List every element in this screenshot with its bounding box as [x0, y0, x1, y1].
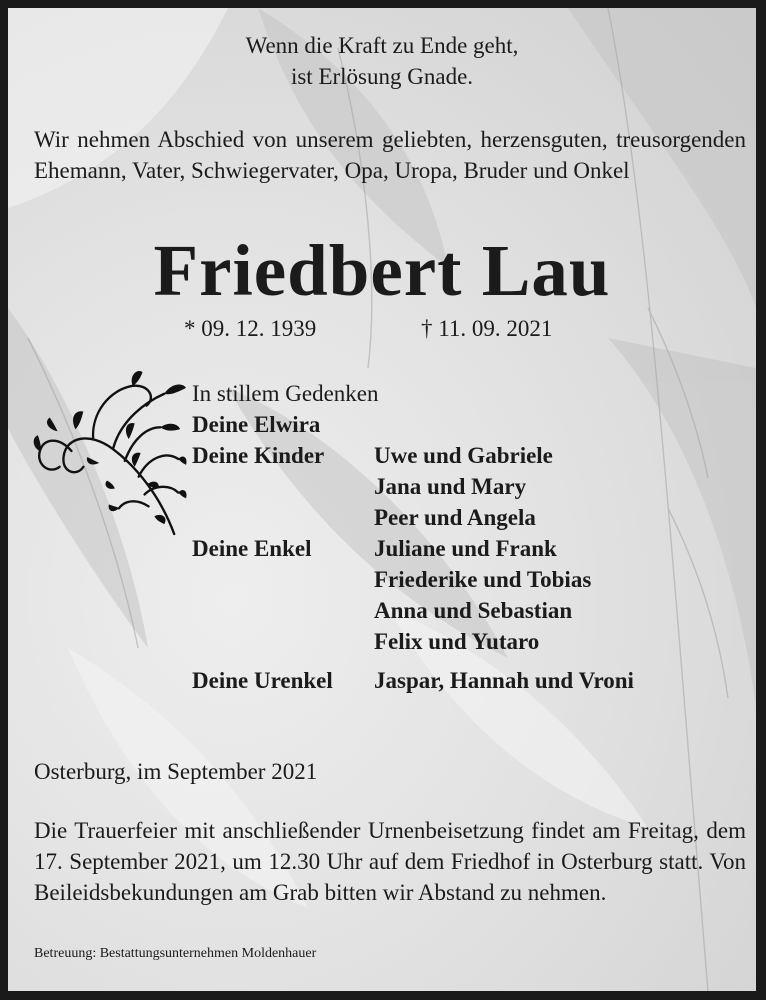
family-group: [192, 409, 634, 440]
motto-line: ist Erlösung Gnade.: [290, 64, 474, 89]
family-label: Deine Urenkel: [192, 668, 333, 693]
family-list: [192, 378, 634, 696]
floral-swirl-ornament: [30, 368, 188, 536]
family-names: Juliane und Frank: [374, 536, 557, 561]
family-label: Deine Enkel: [192, 536, 312, 561]
family-names: Jana und Mary: [374, 474, 527, 499]
place-date: Osterburg, im September 2021: [34, 759, 318, 784]
family-label: Deine Kinder: [192, 443, 325, 468]
funeral-home-credit: Betreuung: Bestattungsunternehmen Moldenhauer: [34, 946, 317, 961]
family-label: Deine Elwira: [192, 412, 321, 437]
family-names: Felix und Yutaro: [374, 629, 540, 654]
birth-date: * 09. 12. 1939: [184, 316, 317, 341]
family-names: Anna und Sebastian: [374, 598, 573, 623]
family-names: Uwe und Gabriele: [374, 443, 553, 468]
family-group: [192, 665, 634, 696]
motto-line: Wenn die Kraft zu Ende geht,: [245, 33, 519, 58]
remembrance-line: In stillem Gedenken: [192, 381, 379, 406]
family-group: [192, 533, 634, 657]
family-names: Peer und Angela: [374, 505, 536, 530]
motto: [8, 30, 756, 92]
death-date: † 11. 09. 2021: [421, 316, 553, 341]
intro-text: Wir nehmen Abschied von unserem geliebten, herzensguten, treusorgenden Ehemann, Vater, Schwiegervater, Opa, Uropa, Bruder und Onkel: [34, 127, 746, 183]
family-names: Jaspar, Hannah und Vroni: [374, 668, 634, 693]
family-group: [192, 440, 634, 533]
deceased-name: Friedbert Lau: [153, 230, 611, 311]
obituary-notice: [8, 8, 756, 991]
funeral-details: Die Trauerfeier mit anschließender Urnenbeisetzung findet am Freitag, dem 17. September 2021, um 12.30 Uhr auf dem Friedhof in Osterburg statt. Von Beileidsbekundungen am Grab bitten wir Abstand zu nehmen.: [34, 818, 746, 905]
family-names: Friederike und Tobias: [374, 567, 592, 592]
